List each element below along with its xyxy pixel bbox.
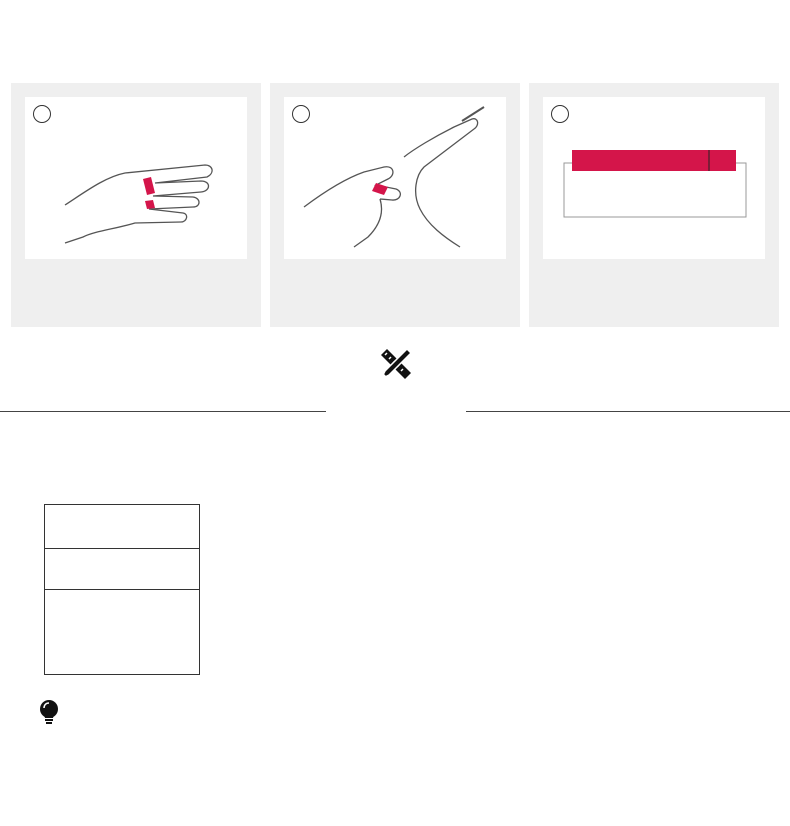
step-1-illustration: [25, 97, 247, 259]
ruler-illustration: [543, 97, 765, 259]
size-table: [44, 504, 746, 675]
section-divider-left: [0, 411, 326, 412]
notes-row: [45, 590, 747, 675]
step-2-panel: [270, 83, 520, 327]
lightbulb-icon: [38, 700, 60, 726]
hand-string-illustration: [25, 97, 247, 259]
diameter-row: [45, 549, 747, 590]
marking-illustration: [284, 97, 506, 259]
circumference-header: [45, 505, 200, 549]
pencil-ruler-icon: [377, 345, 415, 383]
step-1-panel: [11, 83, 261, 327]
diameter-header: [45, 549, 200, 590]
step-3-illustration: [543, 97, 765, 259]
circumference-row: [45, 505, 747, 549]
step-3-panel: [529, 83, 779, 327]
step-2-illustration: [284, 97, 506, 259]
notes-header: [45, 590, 200, 675]
section-divider-right: [466, 411, 790, 412]
